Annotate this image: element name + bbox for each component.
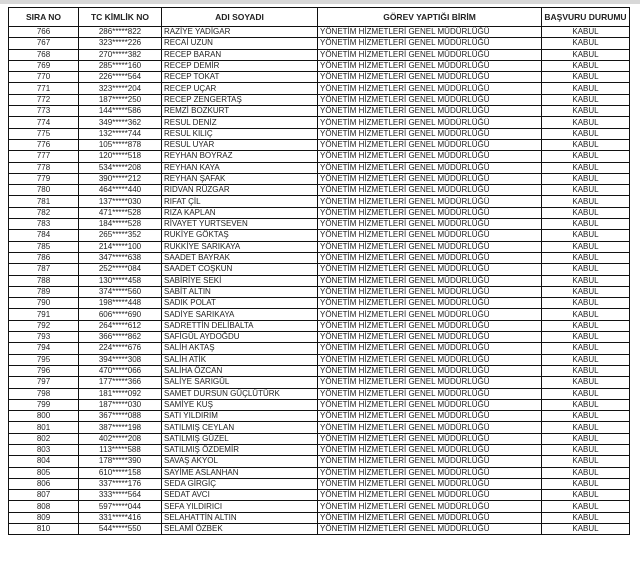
cell-sira-no: 787 xyxy=(9,264,79,275)
table-row xyxy=(9,117,630,128)
cell-adi-soyadi: SAYİME ASLANHAN xyxy=(162,467,318,478)
cell-gorev-birim: YÖNETİM HİZMETLERİ GENEL MÜDÜRLÜĞÜ xyxy=(318,252,542,263)
cell-basvuru-durumu: KABUL xyxy=(542,524,630,535)
cell-gorev-birim: YÖNETİM HİZMETLERİ GENEL MÜDÜRLÜĞÜ xyxy=(318,128,542,139)
cell-basvuru-durumu: KABUL xyxy=(542,196,630,207)
cell-basvuru-durumu: KABUL xyxy=(542,162,630,173)
cell-adi-soyadi: SALİH ATİK xyxy=(162,354,318,365)
cell-tc-kimlik-no: 226*****564 xyxy=(79,72,162,83)
table-row xyxy=(9,354,630,365)
table-row xyxy=(9,456,630,467)
cell-sira-no: 785 xyxy=(9,241,79,252)
cell-sira-no: 793 xyxy=(9,332,79,343)
cell-sira-no: 788 xyxy=(9,275,79,286)
cell-adi-soyadi: RİVAYET YURTSEVEN xyxy=(162,219,318,230)
cell-basvuru-durumu: KABUL xyxy=(542,490,630,501)
cell-tc-kimlik-no: 349*****362 xyxy=(79,117,162,128)
cell-gorev-birim: YÖNETİM HİZMETLERİ GENEL MÜDÜRLÜĞÜ xyxy=(318,433,542,444)
cell-sira-no: 800 xyxy=(9,411,79,422)
cell-adi-soyadi: RAZİYE YADİGAR xyxy=(162,27,318,38)
table-row xyxy=(9,219,630,230)
table-row xyxy=(9,388,630,399)
cell-tc-kimlik-no: 113*****588 xyxy=(79,444,162,455)
cell-adi-soyadi: REYHAN ŞAFAK xyxy=(162,173,318,184)
cell-tc-kimlik-no: 544*****550 xyxy=(79,524,162,535)
cell-gorev-birim: YÖNETİM HİZMETLERİ GENEL MÜDÜRLÜĞÜ xyxy=(318,422,542,433)
cell-tc-kimlik-no: 144*****586 xyxy=(79,106,162,117)
cell-gorev-birim: YÖNETİM HİZMETLERİ GENEL MÜDÜRLÜĞÜ xyxy=(318,94,542,105)
table-row xyxy=(9,106,630,117)
cell-adi-soyadi: RECEP TOKAT xyxy=(162,72,318,83)
cell-gorev-birim: YÖNETİM HİZMETLERİ GENEL MÜDÜRLÜĞÜ xyxy=(318,60,542,71)
cell-sira-no: 809 xyxy=(9,512,79,523)
cell-adi-soyadi: RUKKİYE SARIKAYA xyxy=(162,241,318,252)
table-row xyxy=(9,207,630,218)
cell-gorev-birim: YÖNETİM HİZMETLERİ GENEL MÜDÜRLÜĞÜ xyxy=(318,309,542,320)
cell-gorev-birim: YÖNETİM HİZMETLERİ GENEL MÜDÜRLÜĞÜ xyxy=(318,332,542,343)
cell-tc-kimlik-no: 366*****862 xyxy=(79,332,162,343)
cell-basvuru-durumu: KABUL xyxy=(542,365,630,376)
cell-tc-kimlik-no: 286*****822 xyxy=(79,27,162,38)
cell-sira-no: 808 xyxy=(9,501,79,512)
cell-tc-kimlik-no: 323*****204 xyxy=(79,83,162,94)
table-header-row xyxy=(9,8,630,27)
cell-sira-no: 769 xyxy=(9,60,79,71)
cell-adi-soyadi: SABİRİYE SEKİ xyxy=(162,275,318,286)
cell-gorev-birim: YÖNETİM HİZMETLERİ GENEL MÜDÜRLÜĞÜ xyxy=(318,512,542,523)
cell-adi-soyadi: SABİT ALTIN xyxy=(162,286,318,297)
cell-adi-soyadi: RECAİ UZUN xyxy=(162,38,318,49)
cell-basvuru-durumu: KABUL xyxy=(542,38,630,49)
cell-basvuru-durumu: KABUL xyxy=(542,151,630,162)
cell-tc-kimlik-no: 265*****352 xyxy=(79,230,162,241)
cell-adi-soyadi: RESUL DENİZ xyxy=(162,117,318,128)
table-row xyxy=(9,275,630,286)
cell-adi-soyadi: RIFAT ÇİL xyxy=(162,196,318,207)
cell-basvuru-durumu: KABUL xyxy=(542,94,630,105)
cell-tc-kimlik-no: 610*****158 xyxy=(79,467,162,478)
cell-sira-no: 802 xyxy=(9,433,79,444)
header-tc-kimlik-no: TC KİMLİK NO xyxy=(79,8,162,27)
header-adi-soyadi: ADI SOYADI xyxy=(162,8,318,27)
cell-gorev-birim: YÖNETİM HİZMETLERİ GENEL MÜDÜRLÜĞÜ xyxy=(318,173,542,184)
cell-sira-no: 779 xyxy=(9,173,79,184)
cell-basvuru-durumu: KABUL xyxy=(542,320,630,331)
table-row xyxy=(9,377,630,388)
cell-basvuru-durumu: KABUL xyxy=(542,252,630,263)
cell-sira-no: 801 xyxy=(9,422,79,433)
cell-adi-soyadi: SELAMİ ÖZBEK xyxy=(162,524,318,535)
cell-basvuru-durumu: KABUL xyxy=(542,388,630,399)
cell-gorev-birim: YÖNETİM HİZMETLERİ GENEL MÜDÜRLÜĞÜ xyxy=(318,72,542,83)
table-row xyxy=(9,433,630,444)
table-row xyxy=(9,49,630,60)
cell-basvuru-durumu: KABUL xyxy=(542,444,630,455)
cell-gorev-birim: YÖNETİM HİZMETLERİ GENEL MÜDÜRLÜĞÜ xyxy=(318,399,542,410)
cell-basvuru-durumu: KABUL xyxy=(542,219,630,230)
cell-basvuru-durumu: KABUL xyxy=(542,512,630,523)
table-row xyxy=(9,94,630,105)
cell-gorev-birim: YÖNETİM HİZMETLERİ GENEL MÜDÜRLÜĞÜ xyxy=(318,196,542,207)
cell-gorev-birim: YÖNETİM HİZMETLERİ GENEL MÜDÜRLÜĞÜ xyxy=(318,219,542,230)
cell-sira-no: 796 xyxy=(9,365,79,376)
cell-tc-kimlik-no: 224*****676 xyxy=(79,343,162,354)
cell-sira-no: 782 xyxy=(9,207,79,218)
table-row xyxy=(9,444,630,455)
table-row xyxy=(9,286,630,297)
cell-gorev-birim: YÖNETİM HİZMETLERİ GENEL MÜDÜRLÜĞÜ xyxy=(318,151,542,162)
cell-tc-kimlik-no: 374*****560 xyxy=(79,286,162,297)
cell-sira-no: 776 xyxy=(9,139,79,150)
cell-basvuru-durumu: KABUL xyxy=(542,501,630,512)
cell-basvuru-durumu: KABUL xyxy=(542,399,630,410)
cell-gorev-birim: YÖNETİM HİZMETLERİ GENEL MÜDÜRLÜĞÜ xyxy=(318,478,542,489)
cell-adi-soyadi: SAADET BAYRAK xyxy=(162,252,318,263)
cell-sira-no: 770 xyxy=(9,72,79,83)
cell-basvuru-durumu: KABUL xyxy=(542,72,630,83)
cell-gorev-birim: YÖNETİM HİZMETLERİ GENEL MÜDÜRLÜĞÜ xyxy=(318,490,542,501)
cell-sira-no: 789 xyxy=(9,286,79,297)
cell-basvuru-durumu: KABUL xyxy=(542,83,630,94)
cell-basvuru-durumu: KABUL xyxy=(542,185,630,196)
table-row xyxy=(9,83,630,94)
cell-adi-soyadi: RIZA KAPLAN xyxy=(162,207,318,218)
cell-sira-no: 805 xyxy=(9,467,79,478)
table-row xyxy=(9,298,630,309)
cell-sira-no: 783 xyxy=(9,219,79,230)
cell-adi-soyadi: SEDAT AVCI xyxy=(162,490,318,501)
cell-basvuru-durumu: KABUL xyxy=(542,241,630,252)
table-row xyxy=(9,422,630,433)
cell-tc-kimlik-no: 337*****176 xyxy=(79,478,162,489)
cell-adi-soyadi: SAMET DURSUN GÜÇLÜTÜRK xyxy=(162,388,318,399)
cell-sira-no: 810 xyxy=(9,524,79,535)
cell-adi-soyadi: RECEP ZENGERTAŞ xyxy=(162,94,318,105)
cell-tc-kimlik-no: 178*****390 xyxy=(79,456,162,467)
cell-sira-no: 786 xyxy=(9,252,79,263)
cell-sira-no: 775 xyxy=(9,128,79,139)
cell-gorev-birim: YÖNETİM HİZMETLERİ GENEL MÜDÜRLÜĞÜ xyxy=(318,343,542,354)
cell-sira-no: 771 xyxy=(9,83,79,94)
cell-adi-soyadi: SAMİYE KUŞ xyxy=(162,399,318,410)
cell-tc-kimlik-no: 464*****440 xyxy=(79,185,162,196)
cell-tc-kimlik-no: 470*****066 xyxy=(79,365,162,376)
cell-gorev-birim: YÖNETİM HİZMETLERİ GENEL MÜDÜRLÜĞÜ xyxy=(318,162,542,173)
cell-tc-kimlik-no: 184*****528 xyxy=(79,219,162,230)
cell-gorev-birim: YÖNETİM HİZMETLERİ GENEL MÜDÜRLÜĞÜ xyxy=(318,354,542,365)
cell-tc-kimlik-no: 597*****044 xyxy=(79,501,162,512)
cell-sira-no: 798 xyxy=(9,388,79,399)
cell-tc-kimlik-no: 471*****528 xyxy=(79,207,162,218)
cell-gorev-birim: YÖNETİM HİZMETLERİ GENEL MÜDÜRLÜĞÜ xyxy=(318,524,542,535)
cell-adi-soyadi: SEDA GİRGİÇ xyxy=(162,478,318,489)
cell-gorev-birim: YÖNETİM HİZMETLERİ GENEL MÜDÜRLÜĞÜ xyxy=(318,456,542,467)
header-basvuru-durumu: BAŞVURU DURUMU xyxy=(542,8,630,27)
cell-adi-soyadi: SAFİGÜL AYDOĞDU xyxy=(162,332,318,343)
cell-gorev-birim: YÖNETİM HİZMETLERİ GENEL MÜDÜRLÜĞÜ xyxy=(318,207,542,218)
cell-basvuru-durumu: KABUL xyxy=(542,309,630,320)
cell-tc-kimlik-no: 137*****030 xyxy=(79,196,162,207)
cell-basvuru-durumu: KABUL xyxy=(542,139,630,150)
cell-adi-soyadi: SATILMIŞ GÜZEL xyxy=(162,433,318,444)
cell-gorev-birim: YÖNETİM HİZMETLERİ GENEL MÜDÜRLÜĞÜ xyxy=(318,83,542,94)
cell-basvuru-durumu: KABUL xyxy=(542,433,630,444)
table-row xyxy=(9,252,630,263)
cell-gorev-birim: YÖNETİM HİZMETLERİ GENEL MÜDÜRLÜĞÜ xyxy=(318,377,542,388)
cell-basvuru-durumu: KABUL xyxy=(542,60,630,71)
cell-sira-no: 781 xyxy=(9,196,79,207)
cell-adi-soyadi: RESUL UYAR xyxy=(162,139,318,150)
cell-sira-no: 774 xyxy=(9,117,79,128)
cell-gorev-birim: YÖNETİM HİZMETLERİ GENEL MÜDÜRLÜĞÜ xyxy=(318,411,542,422)
cell-basvuru-durumu: KABUL xyxy=(542,27,630,38)
cell-basvuru-durumu: KABUL xyxy=(542,275,630,286)
cell-sira-no: 792 xyxy=(9,320,79,331)
cell-basvuru-durumu: KABUL xyxy=(542,286,630,297)
cell-adi-soyadi: SALİYE SARIGÜL xyxy=(162,377,318,388)
table-row xyxy=(9,478,630,489)
cell-basvuru-durumu: KABUL xyxy=(542,106,630,117)
table-row xyxy=(9,264,630,275)
cell-tc-kimlik-no: 387*****198 xyxy=(79,422,162,433)
cell-basvuru-durumu: KABUL xyxy=(542,173,630,184)
cell-sira-no: 768 xyxy=(9,49,79,60)
cell-tc-kimlik-no: 120*****518 xyxy=(79,151,162,162)
cell-tc-kimlik-no: 132*****744 xyxy=(79,128,162,139)
cell-tc-kimlik-no: 534*****208 xyxy=(79,162,162,173)
table-row xyxy=(9,490,630,501)
table-row xyxy=(9,173,630,184)
table-row xyxy=(9,512,630,523)
cell-tc-kimlik-no: 264*****612 xyxy=(79,320,162,331)
cell-gorev-birim: YÖNETİM HİZMETLERİ GENEL MÜDÜRLÜĞÜ xyxy=(318,38,542,49)
cell-sira-no: 791 xyxy=(9,309,79,320)
table-row xyxy=(9,411,630,422)
table-row xyxy=(9,365,630,376)
header-sira-no: SIRA NO xyxy=(9,8,79,27)
cell-sira-no: 799 xyxy=(9,399,79,410)
cell-sira-no: 780 xyxy=(9,185,79,196)
cell-tc-kimlik-no: 105*****878 xyxy=(79,139,162,150)
cell-tc-kimlik-no: 285*****160 xyxy=(79,60,162,71)
cell-gorev-birim: YÖNETİM HİZMETLERİ GENEL MÜDÜRLÜĞÜ xyxy=(318,185,542,196)
cell-adi-soyadi: SATILMIŞ CEYLAN xyxy=(162,422,318,433)
cell-adi-soyadi: RESUL KILIÇ xyxy=(162,128,318,139)
cell-basvuru-durumu: KABUL xyxy=(542,230,630,241)
cell-sira-no: 804 xyxy=(9,456,79,467)
cell-tc-kimlik-no: 331*****416 xyxy=(79,512,162,523)
cell-gorev-birim: YÖNETİM HİZMETLERİ GENEL MÜDÜRLÜĞÜ xyxy=(318,49,542,60)
cell-sira-no: 806 xyxy=(9,478,79,489)
cell-basvuru-durumu: KABUL xyxy=(542,343,630,354)
table-row xyxy=(9,196,630,207)
table-row xyxy=(9,524,630,535)
cell-basvuru-durumu: KABUL xyxy=(542,467,630,478)
table-row xyxy=(9,320,630,331)
cell-sira-no: 773 xyxy=(9,106,79,117)
cell-gorev-birim: YÖNETİM HİZMETLERİ GENEL MÜDÜRLÜĞÜ xyxy=(318,501,542,512)
top-bar xyxy=(0,0,640,4)
cell-adi-soyadi: SADİYE SARIKAYA xyxy=(162,309,318,320)
cell-basvuru-durumu: KABUL xyxy=(542,411,630,422)
cell-gorev-birim: YÖNETİM HİZMETLERİ GENEL MÜDÜRLÜĞÜ xyxy=(318,241,542,252)
cell-tc-kimlik-no: 214*****100 xyxy=(79,241,162,252)
cell-adi-soyadi: SADIK POLAT xyxy=(162,298,318,309)
cell-basvuru-durumu: KABUL xyxy=(542,354,630,365)
cell-gorev-birim: YÖNETİM HİZMETLERİ GENEL MÜDÜRLÜĞÜ xyxy=(318,467,542,478)
cell-gorev-birim: YÖNETİM HİZMETLERİ GENEL MÜDÜRLÜĞÜ xyxy=(318,117,542,128)
cell-tc-kimlik-no: 130*****458 xyxy=(79,275,162,286)
cell-sira-no: 777 xyxy=(9,151,79,162)
cell-tc-kimlik-no: 367*****088 xyxy=(79,411,162,422)
cell-tc-kimlik-no: 390*****212 xyxy=(79,173,162,184)
cell-gorev-birim: YÖNETİM HİZMETLERİ GENEL MÜDÜRLÜĞÜ xyxy=(318,320,542,331)
cell-tc-kimlik-no: 333*****564 xyxy=(79,490,162,501)
cell-adi-soyadi: REMZİ BOZKURT xyxy=(162,106,318,117)
table-row xyxy=(9,60,630,71)
cell-adi-soyadi: RECEP DEMİR xyxy=(162,60,318,71)
cell-sira-no: 790 xyxy=(9,298,79,309)
cell-adi-soyadi: SATI YILDIRIM xyxy=(162,411,318,422)
cell-gorev-birim: YÖNETİM HİZMETLERİ GENEL MÜDÜRLÜĞÜ xyxy=(318,275,542,286)
cell-adi-soyadi: SADRETTİN DELİBALTA xyxy=(162,320,318,331)
cell-gorev-birim: YÖNETİM HİZMETLERİ GENEL MÜDÜRLÜĞÜ xyxy=(318,230,542,241)
cell-adi-soyadi: SELAHATTİN ALTIN xyxy=(162,512,318,523)
table-row xyxy=(9,38,630,49)
cell-adi-soyadi: RUKİYE GÖKTAŞ xyxy=(162,230,318,241)
cell-gorev-birim: YÖNETİM HİZMETLERİ GENEL MÜDÜRLÜĞÜ xyxy=(318,298,542,309)
cell-sira-no: 803 xyxy=(9,444,79,455)
cell-sira-no: 794 xyxy=(9,343,79,354)
cell-adi-soyadi: SAVAŞ AKYOL xyxy=(162,456,318,467)
table-row xyxy=(9,309,630,320)
cell-gorev-birim: YÖNETİM HİZMETLERİ GENEL MÜDÜRLÜĞÜ xyxy=(318,388,542,399)
cell-basvuru-durumu: KABUL xyxy=(542,49,630,60)
cell-basvuru-durumu: KABUL xyxy=(542,456,630,467)
table-row xyxy=(9,230,630,241)
cell-tc-kimlik-no: 347*****638 xyxy=(79,252,162,263)
cell-sira-no: 795 xyxy=(9,354,79,365)
cell-tc-kimlik-no: 181*****092 xyxy=(79,388,162,399)
table-row xyxy=(9,162,630,173)
applicant-table xyxy=(8,7,630,535)
cell-adi-soyadi: REYHAN KAYA xyxy=(162,162,318,173)
cell-basvuru-durumu: KABUL xyxy=(542,117,630,128)
cell-adi-soyadi: RECEP UÇAR xyxy=(162,83,318,94)
cell-basvuru-durumu: KABUL xyxy=(542,478,630,489)
cell-gorev-birim: YÖNETİM HİZMETLERİ GENEL MÜDÜRLÜĞÜ xyxy=(318,27,542,38)
cell-sira-no: 778 xyxy=(9,162,79,173)
cell-tc-kimlik-no: 606*****690 xyxy=(79,309,162,320)
cell-tc-kimlik-no: 177*****366 xyxy=(79,377,162,388)
cell-gorev-birim: YÖNETİM HİZMETLERİ GENEL MÜDÜRLÜĞÜ xyxy=(318,365,542,376)
cell-adi-soyadi: RECEP BARAN xyxy=(162,49,318,60)
table-row xyxy=(9,343,630,354)
cell-tc-kimlik-no: 252*****084 xyxy=(79,264,162,275)
cell-basvuru-durumu: KABUL xyxy=(542,377,630,388)
cell-tc-kimlik-no: 323*****226 xyxy=(79,38,162,49)
cell-tc-kimlik-no: 270*****382 xyxy=(79,49,162,60)
cell-gorev-birim: YÖNETİM HİZMETLERİ GENEL MÜDÜRLÜĞÜ xyxy=(318,286,542,297)
cell-gorev-birim: YÖNETİM HİZMETLERİ GENEL MÜDÜRLÜĞÜ xyxy=(318,264,542,275)
cell-tc-kimlik-no: 187*****030 xyxy=(79,399,162,410)
cell-tc-kimlik-no: 187*****250 xyxy=(79,94,162,105)
cell-gorev-birim: YÖNETİM HİZMETLERİ GENEL MÜDÜRLÜĞÜ xyxy=(318,106,542,117)
table-row xyxy=(9,332,630,343)
cell-basvuru-durumu: KABUL xyxy=(542,422,630,433)
table-row xyxy=(9,501,630,512)
table-row xyxy=(9,399,630,410)
cell-gorev-birim: YÖNETİM HİZMETLERİ GENEL MÜDÜRLÜĞÜ xyxy=(318,444,542,455)
table-row xyxy=(9,128,630,139)
table-row xyxy=(9,241,630,252)
cell-tc-kimlik-no: 402*****208 xyxy=(79,433,162,444)
cell-adi-soyadi: SALİHA ÖZCAN xyxy=(162,365,318,376)
cell-sira-no: 766 xyxy=(9,27,79,38)
cell-basvuru-durumu: KABUL xyxy=(542,264,630,275)
cell-sira-no: 797 xyxy=(9,377,79,388)
cell-gorev-birim: YÖNETİM HİZMETLERİ GENEL MÜDÜRLÜĞÜ xyxy=(318,139,542,150)
table-row xyxy=(9,72,630,83)
header-gorev-birim: GÖREV YAPTIĞI BİRİM xyxy=(318,8,542,27)
cell-adi-soyadi: SAADET COŞKUN xyxy=(162,264,318,275)
table-row xyxy=(9,185,630,196)
cell-sira-no: 784 xyxy=(9,230,79,241)
cell-tc-kimlik-no: 394*****308 xyxy=(79,354,162,365)
cell-sira-no: 772 xyxy=(9,94,79,105)
cell-tc-kimlik-no: 198*****448 xyxy=(79,298,162,309)
cell-adi-soyadi: SALİH AKTAŞ xyxy=(162,343,318,354)
table-row xyxy=(9,151,630,162)
cell-sira-no: 807 xyxy=(9,490,79,501)
cell-adi-soyadi: REYHAN BOYRAZ xyxy=(162,151,318,162)
table-row xyxy=(9,27,630,38)
table-row xyxy=(9,467,630,478)
cell-basvuru-durumu: KABUL xyxy=(542,332,630,343)
cell-adi-soyadi: SEFA YILDIRICI xyxy=(162,501,318,512)
cell-basvuru-durumu: KABUL xyxy=(542,128,630,139)
cell-adi-soyadi: SATILMIŞ ÖZDEMİR xyxy=(162,444,318,455)
cell-sira-no: 767 xyxy=(9,38,79,49)
cell-basvuru-durumu: KABUL xyxy=(542,298,630,309)
cell-basvuru-durumu: KABUL xyxy=(542,207,630,218)
table-row xyxy=(9,139,630,150)
cell-adi-soyadi: RIDVAN RÜZGAR xyxy=(162,185,318,196)
